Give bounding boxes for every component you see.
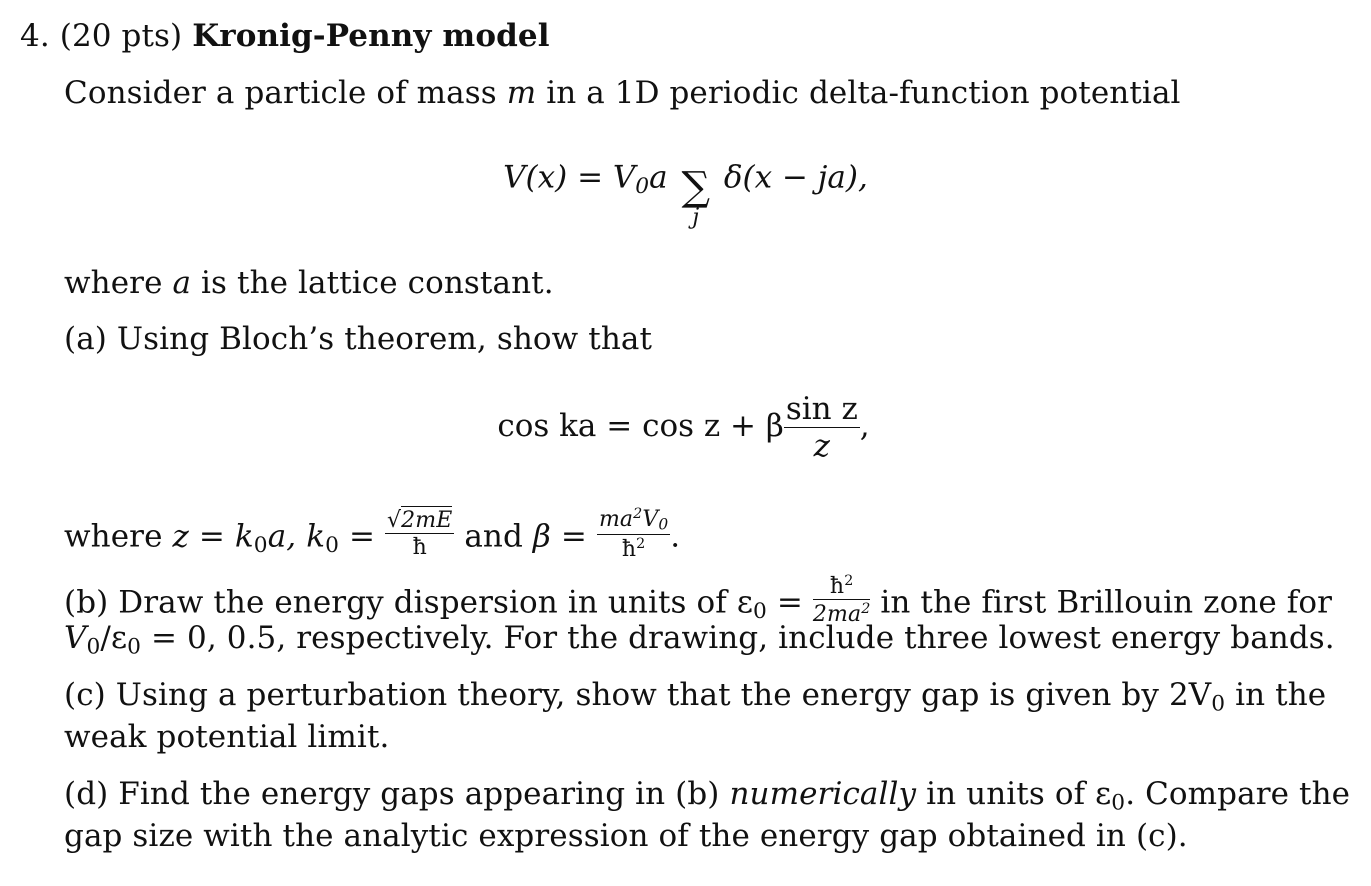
where-z-a: a, <box>267 518 297 555</box>
part-b-3-V: V <box>64 620 87 656</box>
part-b-num-sup: 2 <box>844 573 854 589</box>
potential-sub: 0 <box>635 173 650 199</box>
intro-line <box>64 75 1181 111</box>
where-a-post: is the lattice constant. <box>201 265 554 301</box>
sum-index: j <box>692 205 700 230</box>
part-b-den-sup: 2 <box>861 600 871 617</box>
potential-mid: a <box>649 159 668 196</box>
problem-heading <box>20 18 550 54</box>
intro-rest: in a 1D periodic delta-function potential <box>546 75 1181 111</box>
intro-mass-var: m <box>506 75 537 111</box>
part-d-line-1 <box>64 776 1350 821</box>
eq-frac-den: z <box>813 427 830 464</box>
beta-den <box>597 535 670 561</box>
part-b-num-hbar: ħ <box>829 573 845 599</box>
part-d-2: in units of ε <box>926 776 1112 812</box>
eq-fraction <box>784 393 860 462</box>
k0-eq: = <box>348 518 376 555</box>
part-b-eq: = <box>776 584 803 621</box>
part-d-3: . Compare the <box>1125 776 1351 812</box>
part-c-line-2 <box>64 719 389 755</box>
where-a-line <box>64 265 554 301</box>
part-d-sub: 0 <box>1111 790 1126 816</box>
part-d-it: numerically <box>729 776 917 812</box>
beta-den-hbar: ħ <box>621 536 637 562</box>
dispersion-equation <box>0 393 1369 462</box>
part-c-3: weak potential limit. <box>64 719 390 755</box>
problem-points: (20 pts) <box>59 18 183 54</box>
beta-num-sub: 0 <box>658 515 669 534</box>
beta-num-V: V <box>642 506 659 532</box>
part-c-line-1 <box>64 677 1326 722</box>
part-b-3-sub: 0 <box>86 634 101 660</box>
beta-num-ma: ma <box>598 506 634 532</box>
k0-var: k <box>306 518 326 555</box>
part-a-text: (a) Using Bloch’s theorem, show that <box>64 321 653 357</box>
potential-equation <box>0 148 1371 230</box>
beta-end: . <box>670 518 681 555</box>
part-d-line-2 <box>64 818 1188 854</box>
part-b-line-2 <box>64 620 1335 665</box>
sum-symbol: ∑ <box>681 164 711 210</box>
k0-num-radicand: 2mE <box>401 507 453 533</box>
k0-den: ħ <box>412 534 427 560</box>
where-z-eq: z = k <box>172 518 254 555</box>
part-c-sub: 0 <box>1211 691 1226 717</box>
part-d-1: (d) Find the energy gaps appearing in (b) <box>64 776 720 812</box>
potential-lhs: V(x) = V <box>503 159 636 196</box>
k0-num: √2mE <box>387 507 453 533</box>
eq-end: , <box>859 408 870 445</box>
beta-num <box>597 507 670 535</box>
part-b-eps-sub: 0 <box>752 598 767 624</box>
part-b-num <box>813 574 870 600</box>
beta-eq: β = <box>532 518 587 555</box>
summation <box>681 164 711 230</box>
where-a-pre: where <box>64 265 163 301</box>
part-d-4: gap size with the analytic expression of the energy gap obtained in (c). <box>64 818 1188 854</box>
potential-rhs: δ(x − ja), <box>723 159 868 196</box>
part-b-3-eps: /ε <box>100 620 128 656</box>
where-z-pre: where <box>64 518 163 555</box>
part-b-1: (b) Draw the energy dispersion in units of ε <box>64 584 753 621</box>
where-z-line <box>64 506 681 565</box>
where-a-var: a <box>172 265 192 301</box>
beta-den-sup: 2 <box>636 535 646 552</box>
and-word: and <box>464 518 523 555</box>
part-b-3-eps-sub: 0 <box>127 634 142 660</box>
k0-sub: 0 <box>325 532 340 558</box>
intro-text: Consider a particle of mass <box>64 75 497 111</box>
beta-num-sup: 2 <box>633 506 643 522</box>
part-a <box>64 321 652 357</box>
where-z-sub: 0 <box>253 532 268 558</box>
part-b-2: in the first Brillouin zone for <box>880 584 1333 621</box>
part-c-2: in the <box>1235 677 1327 713</box>
problem-title: Kronig-Penny model <box>192 18 550 54</box>
part-c-1: (c) Using a perturbation theory, show that the energy gap is given by 2V <box>64 677 1212 713</box>
eq-lhs: cos ka = cos z + β <box>497 408 784 445</box>
beta-fraction <box>597 507 670 561</box>
eq-frac-num: sin z <box>785 391 858 427</box>
k0-fraction <box>385 509 454 559</box>
problem-number: 4. <box>20 18 50 54</box>
part-b-3-rest: = 0, 0.5, respectively. For the drawing, include three lowest energy bands. <box>151 620 1335 656</box>
part-b-fraction <box>813 574 870 626</box>
part-b-den-2ma: 2ma <box>812 601 862 627</box>
